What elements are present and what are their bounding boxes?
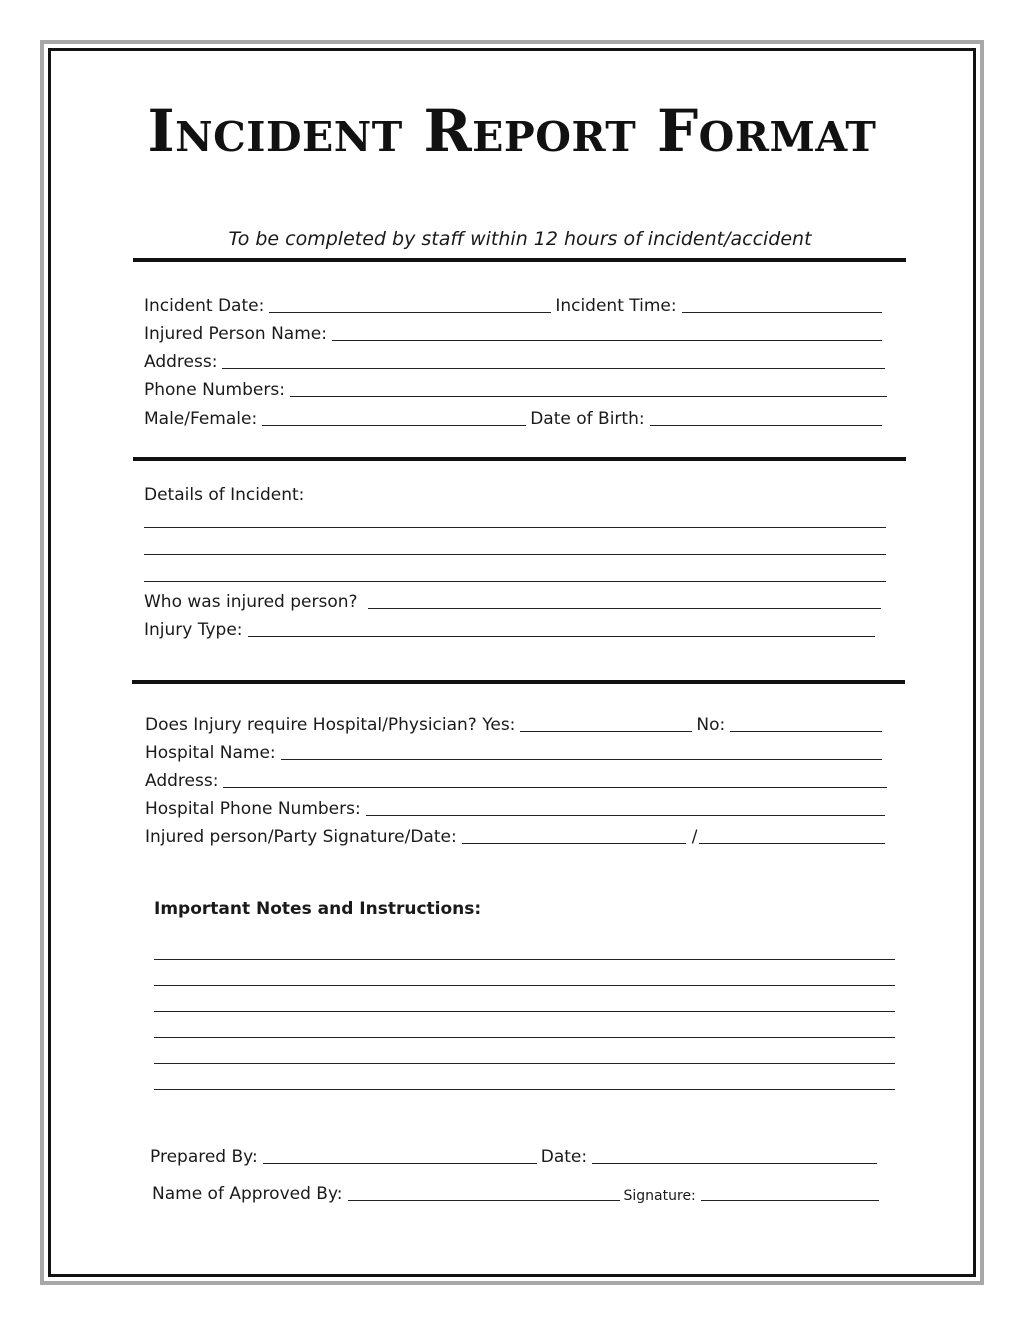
hospital-yes-field[interactable] — [520, 731, 692, 732]
signature-field[interactable] — [701, 1200, 879, 1201]
address-row — [144, 350, 889, 372]
phone-row — [144, 378, 891, 400]
hospital-name-label: Hospital Name: — [145, 743, 276, 763]
hospital-phone-field[interactable] — [366, 815, 885, 816]
gender-label: Male/Female: — [144, 409, 258, 429]
approved-by-row — [152, 1182, 883, 1204]
notes-heading: Important Notes and Instructions: — [154, 899, 482, 919]
notes-line-1[interactable] — [154, 959, 895, 960]
approved-by-field[interactable] — [348, 1200, 620, 1201]
injury-type-label: Injury Type: — [144, 620, 243, 640]
hospital-address-label: Address: — [145, 771, 219, 791]
divider-top — [133, 258, 906, 262]
incident-time-label: Incident Time: — [555, 296, 677, 316]
hospital-phone-label: Hospital Phone Numbers: — [145, 799, 361, 819]
signature-date-label: Injured person/Party Signature/Date: — [145, 827, 457, 847]
who-injured-field[interactable] — [368, 608, 881, 609]
details-label: Details of Incident: — [144, 485, 305, 505]
details-row — [144, 483, 886, 505]
page-border — [40, 40, 984, 1285]
incident-date-label: Incident Date: — [144, 296, 265, 316]
gender-field[interactable] — [262, 425, 526, 426]
address-label: Address: — [144, 352, 218, 372]
divider-1 — [133, 457, 906, 461]
phone-label: Phone Numbers: — [144, 380, 285, 400]
form-subtitle: To be completed by staff within 12 hours of incident/accident — [228, 228, 812, 250]
hospital-no-label: No: — [696, 715, 726, 735]
address-field[interactable] — [222, 368, 885, 369]
injury-type-row — [144, 618, 879, 640]
notes-line-5[interactable] — [154, 1063, 895, 1064]
party-date-field[interactable] — [699, 843, 885, 844]
injured-name-row — [144, 322, 886, 344]
notes-line-4[interactable] — [154, 1037, 895, 1038]
slash-separator: / — [691, 827, 698, 847]
incident-date-row — [144, 294, 886, 316]
injured-name-label: Injured Person Name: — [144, 324, 327, 344]
hospital-required-row — [145, 713, 886, 735]
incident-date-field[interactable] — [269, 312, 551, 313]
signature-label: Signature: — [623, 1188, 696, 1204]
details-line-1[interactable] — [144, 527, 886, 528]
signature-date-row — [145, 825, 889, 847]
divider-2 — [132, 680, 905, 684]
details-line-3[interactable] — [144, 581, 886, 582]
hospital-phone-row — [145, 797, 889, 819]
notes-heading-row — [154, 897, 894, 919]
notes-line-6[interactable] — [154, 1089, 895, 1090]
injury-type-field[interactable] — [248, 636, 875, 637]
injured-name-field[interactable] — [332, 340, 882, 341]
hospital-required-label: Does Injury require Hospital/Physician? Yes: — [145, 715, 516, 735]
prepared-by-label: Prepared By: — [150, 1147, 258, 1167]
footer-date-label: Date: — [540, 1147, 588, 1167]
incident-time-field[interactable] — [682, 312, 882, 313]
party-signature-field[interactable] — [462, 843, 686, 844]
notes-line-2[interactable] — [154, 985, 895, 986]
hospital-address-row — [145, 769, 891, 791]
dob-field[interactable] — [650, 425, 882, 426]
phone-field[interactable] — [290, 396, 887, 397]
gender-row — [144, 407, 886, 429]
approved-by-label: Name of Approved By: — [152, 1184, 343, 1204]
prepared-by-row — [150, 1145, 881, 1167]
hospital-name-row — [145, 741, 886, 763]
details-line-2[interactable] — [144, 554, 886, 555]
notes-line-3[interactable] — [154, 1011, 895, 1012]
footer-date-field[interactable] — [592, 1163, 877, 1164]
prepared-by-field[interactable] — [263, 1163, 537, 1164]
page-title: Incident Report Format — [147, 97, 877, 165]
who-injured-label: Who was injured person? — [144, 592, 358, 612]
who-injured-row — [144, 590, 885, 612]
dob-label: Date of Birth: — [530, 409, 645, 429]
hospital-no-field[interactable] — [730, 731, 882, 732]
hospital-address-field[interactable] — [223, 787, 887, 788]
hospital-name-field[interactable] — [281, 759, 882, 760]
